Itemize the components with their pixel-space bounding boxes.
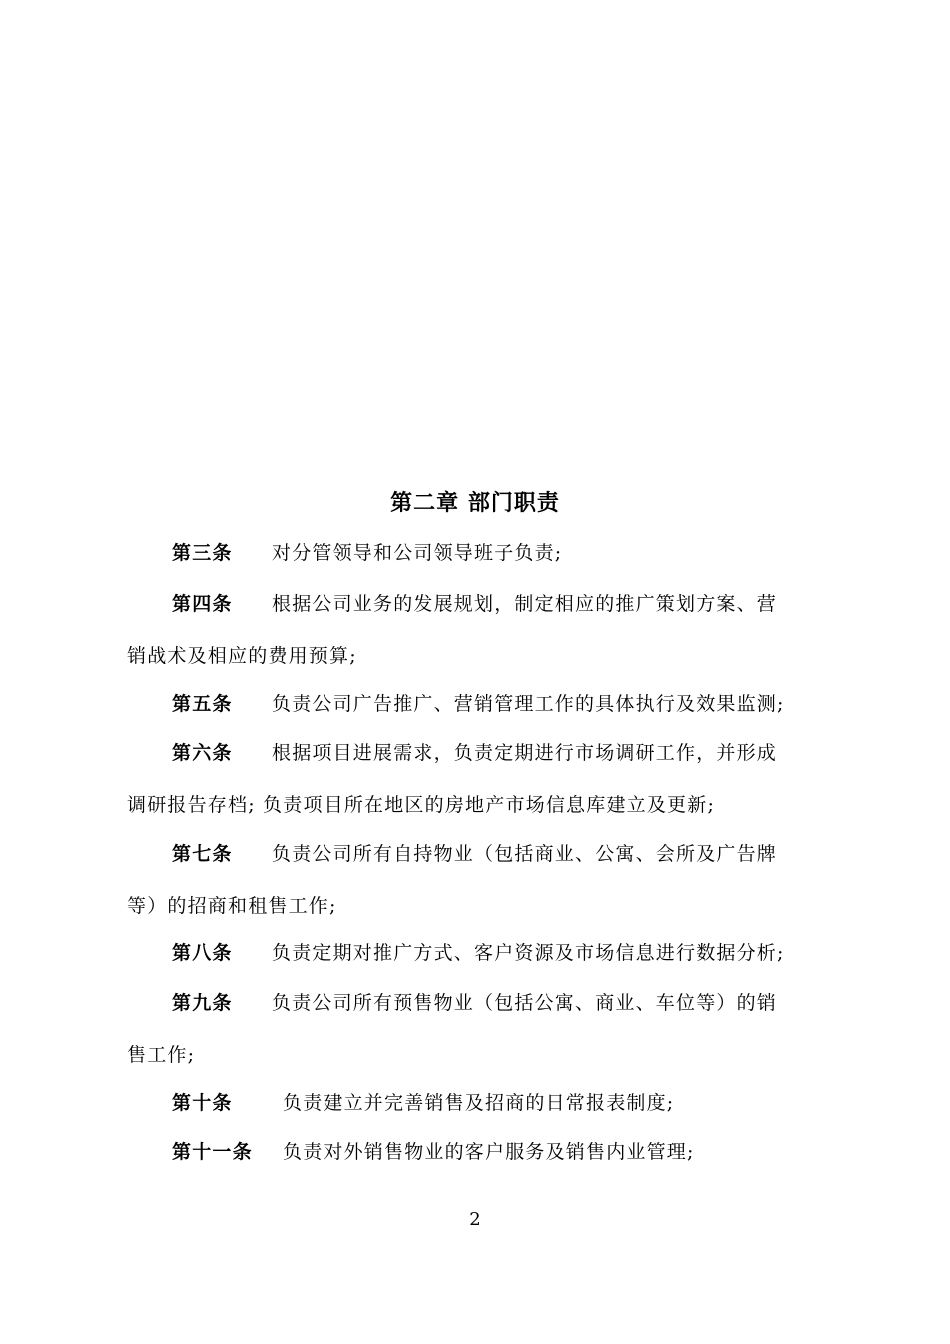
article-line: 销战术及相应的费用预算; xyxy=(127,645,357,667)
article-text: 根据项目进展需求，负责定期进行市场调研工作，并形成 xyxy=(272,742,778,764)
article-10 xyxy=(127,1077,839,1129)
article-line: 售工作; xyxy=(127,1044,196,1066)
article-6 xyxy=(127,727,839,831)
chapter-title: 第二章 部门职责 xyxy=(390,490,560,516)
article-text: 负责建立并完善销售及招商的日常报表制度; xyxy=(283,1092,675,1114)
article-line: 等）的招商和租售工作; xyxy=(127,895,337,917)
article-text: 负责公司所有预售物业（包括公寓、商业、车位等）的销 xyxy=(272,992,778,1014)
article-line xyxy=(127,927,839,979)
page-number: 2 xyxy=(469,1209,481,1230)
article-label: 第六条 xyxy=(172,742,233,764)
article-line xyxy=(127,578,839,630)
article-label: 第五条 xyxy=(172,693,233,715)
article-7 xyxy=(127,828,839,932)
article-line xyxy=(127,727,839,779)
article-line xyxy=(127,1126,839,1178)
article-11 xyxy=(127,1126,839,1178)
article-line: 调研报告存档; 负责项目所在地区的房地产市场信息库建立及更新; xyxy=(127,794,716,816)
article-text: 负责公司所有自持物业（包括商业、公寓、会所及广告牌 xyxy=(272,843,778,865)
article-label: 第十条 xyxy=(172,1092,233,1114)
article-line xyxy=(127,1077,839,1129)
article-4 xyxy=(127,578,839,682)
article-text: 负责对外销售物业的客户服务及销售内业管理; xyxy=(283,1141,695,1163)
article-text: 负责定期对推广方式、客户资源及市场信息进行数据分析; xyxy=(272,942,785,964)
article-text: 对分管领导和公司领导班子负责; xyxy=(272,542,563,564)
article-label: 第三条 xyxy=(172,542,233,564)
article-label: 第八条 xyxy=(172,942,233,964)
article-3 xyxy=(127,527,839,579)
article-label: 第九条 xyxy=(172,992,233,1014)
article-text: 负责公司广告推广、营销管理工作的具体执行及效果监测; xyxy=(272,693,785,715)
article-label: 第四条 xyxy=(172,593,233,615)
article-label: 第十一条 xyxy=(172,1141,253,1163)
article-text: 根据公司业务的发展规划，制定相应的推广策划方案、营 xyxy=(272,593,778,615)
article-8 xyxy=(127,927,839,979)
article-line xyxy=(127,678,839,730)
article-line xyxy=(127,828,839,880)
article-label: 第七条 xyxy=(172,843,233,865)
article-line xyxy=(127,527,839,579)
article-9 xyxy=(127,977,839,1081)
article-5 xyxy=(127,678,839,730)
article-line xyxy=(127,977,839,1029)
